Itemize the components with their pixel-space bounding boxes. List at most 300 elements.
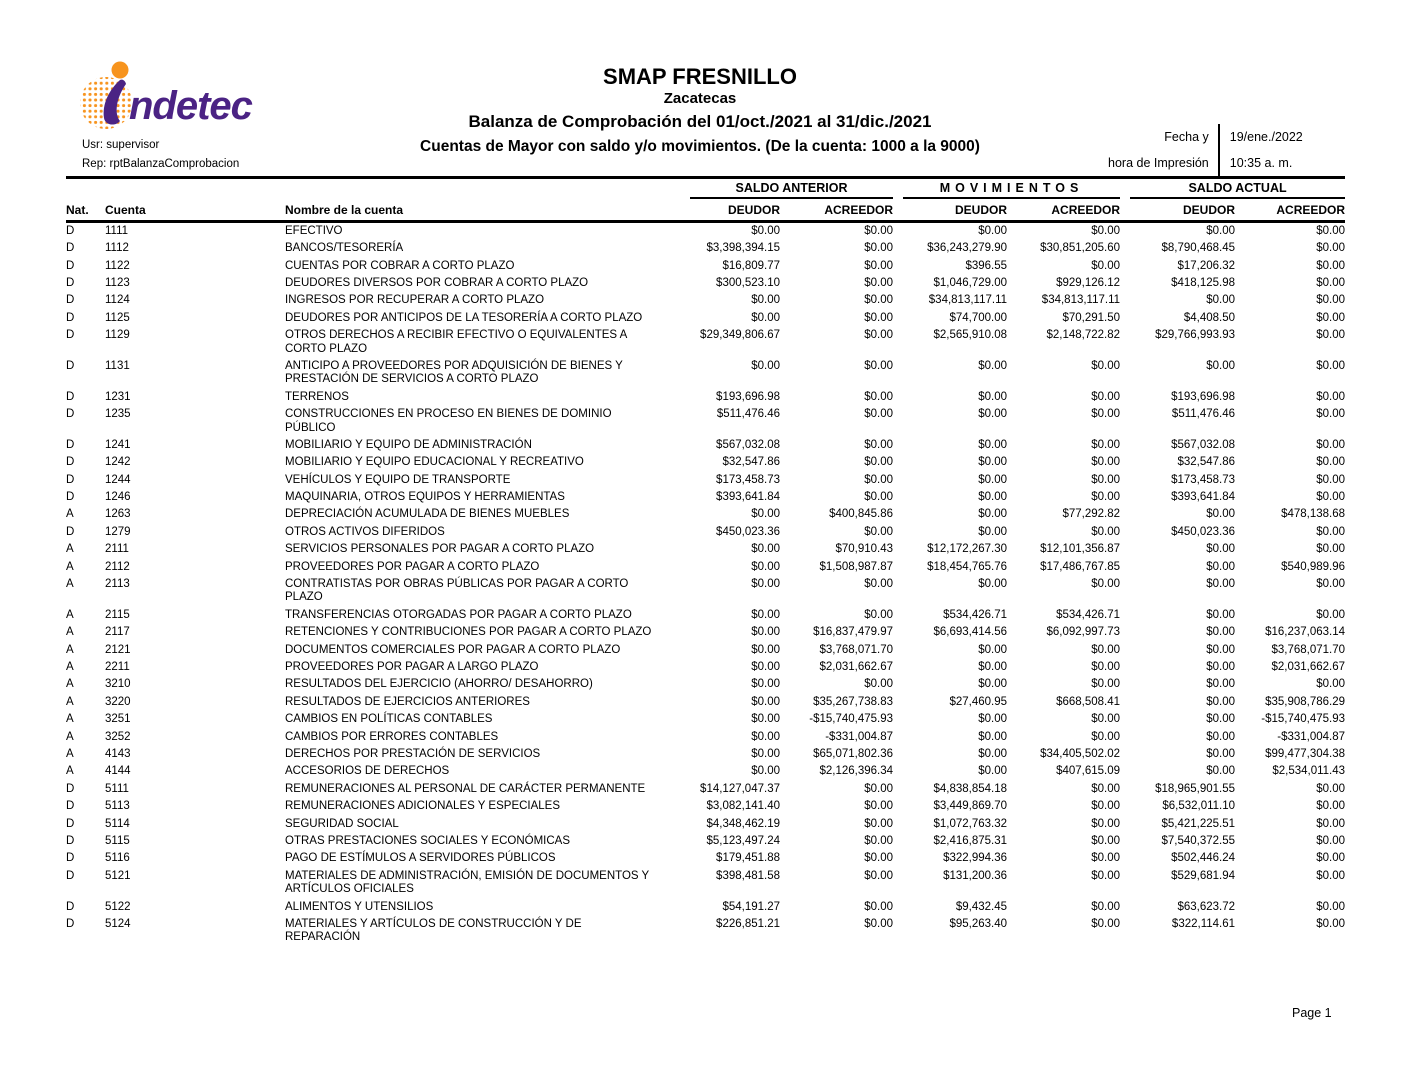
nombre-cell: CONSTRUCCIONES EN PROCESO EN BIENES DE DOMINIO PÚBLICO — [285, 408, 612, 434]
mov-acreedor-cell: $0.00 — [1091, 782, 1121, 795]
mov-deudor-cell: $95,263.40 — [949, 917, 1008, 930]
table-row — [66, 310, 1345, 327]
mov-acreedor-cell: $0.00 — [1091, 224, 1121, 237]
act-deudor-cell: $567,032.08 — [1171, 438, 1236, 451]
mov-acreedor-cell: $0.00 — [1091, 800, 1121, 813]
mov-acreedor-cell: $534,426.71 — [1056, 608, 1121, 621]
sa-deudor-cell: $0.00 — [751, 765, 780, 778]
sa-acreedor-cell: $400,845.86 — [829, 508, 894, 521]
sa-deudor-cell: $14,127,047.37 — [700, 782, 780, 795]
act-acreedor-cell: $35,908,786.29 — [1265, 695, 1346, 708]
act-acreedor-cell: $2,031,662.67 — [1271, 661, 1346, 674]
act-acreedor-cell: $16,237,063.14 — [1265, 626, 1346, 639]
table-row — [66, 729, 1345, 746]
mov-acreedor-cell: $0.00 — [1091, 643, 1121, 656]
act-deudor-cell: $0.00 — [1206, 643, 1236, 656]
page-title: SMAP FRESNILLO — [603, 64, 797, 89]
nat-cell: A — [66, 747, 74, 760]
group-header-movimientos: MOVIMIENTOS — [893, 178, 1120, 200]
mov-acreedor-cell: $0.00 — [1091, 578, 1121, 591]
sa-acreedor-cell: $0.00 — [864, 259, 894, 272]
cuenta-cell: 3251 — [105, 713, 131, 726]
mov-deudor-cell: $0.00 — [978, 713, 1008, 726]
nat-cell: D — [66, 473, 75, 486]
mov-deudor-cell: $4,838,854.18 — [933, 782, 1008, 795]
nat-cell: D — [66, 869, 75, 882]
mov-acreedor-cell: $0.00 — [1091, 259, 1121, 272]
mov-deudor-cell: $0.00 — [978, 473, 1008, 486]
sa-acreedor-cell: $0.00 — [864, 359, 894, 372]
sa-deudor-cell: $0.00 — [751, 747, 780, 760]
nombre-cell: PAGO DE ESTÍMULOS A SERVIDORES PÚBLICOS — [285, 852, 556, 865]
sa-deudor-cell: $0.00 — [751, 543, 780, 556]
nat-cell: D — [66, 525, 75, 538]
nat-cell: D — [66, 311, 75, 324]
indetec-logo-text: ndetec — [129, 84, 252, 128]
act-deudor-cell: $4,408.50 — [1183, 311, 1236, 324]
sa-acreedor-cell: $0.00 — [864, 800, 894, 813]
act-deudor-cell: $0.00 — [1206, 508, 1236, 521]
cuenta-cell: 5122 — [105, 900, 131, 913]
sa-acreedor-cell: $0.00 — [864, 900, 894, 913]
indetec-logo-i-dot — [112, 62, 129, 79]
sa-deudor-cell: $5,123,497.24 — [706, 834, 780, 847]
act-acreedor-cell: $0.00 — [1316, 242, 1346, 255]
act-acreedor-cell: $0.00 — [1316, 408, 1346, 421]
act-acreedor-cell: $0.00 — [1316, 917, 1346, 930]
cuenta-cell: 2113 — [105, 578, 130, 591]
mov-acreedor-cell: $0.00 — [1091, 661, 1121, 674]
nat-cell: D — [66, 852, 75, 865]
nombre-cell: OTROS ACTIVOS DIFERIDOS — [285, 525, 445, 538]
mov-acreedor-cell: $34,813,117.11 — [1041, 294, 1121, 307]
nombre-cell: REMUNERACIONES AL PERSONAL DE CARÁCTER PERMANENTE — [285, 782, 646, 795]
cuenta-cell: 4143 — [105, 747, 131, 760]
nombre-cell: EFECTIVO — [285, 224, 343, 237]
mov-deudor-cell: $34,813,117.11 — [928, 294, 1008, 307]
act-deudor-cell: $0.00 — [1206, 747, 1236, 760]
mov-acreedor-cell: $17,486,767.85 — [1040, 560, 1121, 573]
act-acreedor-cell: $0.00 — [1316, 817, 1346, 830]
sa-acreedor-cell: $0.00 — [864, 456, 894, 469]
sa-acreedor-cell: $70,910.43 — [835, 543, 894, 556]
nat-cell: D — [66, 900, 75, 913]
sa-acreedor-cell: $0.00 — [864, 869, 894, 882]
cuenta-cell: 3220 — [105, 695, 131, 708]
sa-acreedor-cell: $0.00 — [864, 608, 894, 621]
nat-cell: D — [66, 259, 75, 272]
table-row — [66, 711, 1345, 728]
cuenta-cell: 5111 — [105, 782, 129, 795]
table-row — [66, 833, 1345, 850]
print-info-values — [1218, 124, 1325, 176]
cuenta-cell: 1125 — [105, 311, 130, 324]
table-row — [66, 489, 1345, 506]
act-deudor-cell: $0.00 — [1206, 730, 1236, 743]
nat-cell: D — [66, 817, 75, 830]
nat-cell: A — [66, 626, 74, 639]
sa-deudor-cell: $193,696.98 — [716, 390, 780, 403]
print-info-labels — [1108, 124, 1218, 176]
cuenta-cell: 2111 — [105, 543, 129, 556]
indetec-logo — [76, 58, 276, 134]
act-deudor-cell: $173,458.73 — [1171, 473, 1236, 486]
mov-deudor-cell: $0.00 — [978, 747, 1008, 760]
sa-acreedor-cell: $0.00 — [864, 311, 894, 324]
act-acreedor-cell: $0.00 — [1316, 329, 1346, 342]
mov-acreedor-cell: $0.00 — [1091, 834, 1121, 847]
act-acreedor-cell: $0.00 — [1316, 852, 1346, 865]
nat-cell: A — [66, 765, 74, 778]
sa-deudor-cell: $393,641.84 — [716, 491, 780, 504]
cuenta-cell: 1263 — [105, 508, 131, 521]
nat-cell: D — [66, 438, 75, 451]
sa-acreedor-cell: $0.00 — [864, 782, 894, 795]
mov-deudor-cell: $396.55 — [965, 259, 1008, 272]
nombre-cell: PROVEEDORES POR PAGAR A LARGO PLAZO — [285, 661, 539, 674]
sa-acreedor-cell: $0.00 — [864, 473, 894, 486]
nombre-cell: MATERIALES Y ARTÍCULOS DE CONSTRUCCIÓN Y DE REPARACIÓN — [285, 917, 582, 944]
act-deudor-cell: $0.00 — [1206, 578, 1236, 591]
table-row — [66, 607, 1345, 624]
act-deudor-cell: $0.00 — [1206, 626, 1236, 639]
act-deudor-cell: $502,446.24 — [1171, 852, 1236, 865]
act-acreedor-cell: $540,989.96 — [1281, 560, 1346, 573]
mov-deudor-cell: $2,565,910.08 — [933, 329, 1008, 342]
act-deudor-cell: $0.00 — [1206, 713, 1236, 726]
nombre-cell: ACCESORIOS DE DERECHOS — [285, 765, 450, 778]
print-date-label: Fecha y — [1164, 130, 1209, 144]
sa-deudor-cell: $398,481.58 — [716, 869, 780, 882]
mov-deudor-cell: $9,432.45 — [955, 900, 1008, 913]
nat-cell: A — [66, 578, 74, 591]
sa-acreedor-cell: $3,768,071.70 — [819, 643, 894, 656]
mov-acreedor-cell: $0.00 — [1091, 730, 1121, 743]
cuenta-cell: 1231 — [105, 390, 131, 403]
nat-cell: D — [66, 491, 75, 504]
cuenta-cell: 1244 — [105, 473, 131, 486]
sa-acreedor-cell: $65,071,802.36 — [813, 747, 894, 760]
act-acreedor-cell: $0.00 — [1316, 359, 1346, 372]
cuenta-cell: 1235 — [105, 408, 131, 421]
mov-acreedor-cell: $77,292.82 — [1062, 508, 1121, 521]
sa-deudor-cell: $226,851.21 — [716, 917, 780, 930]
cuenta-cell: 5114 — [105, 817, 130, 830]
act-deudor-cell: $393,641.84 — [1171, 491, 1236, 504]
table-row — [66, 541, 1345, 558]
cuenta-cell: 2117 — [105, 626, 130, 639]
act-acreedor-cell: $0.00 — [1316, 608, 1346, 621]
mov-acreedor-cell: $0.00 — [1091, 491, 1121, 504]
sa-deudor-cell: $0.00 — [751, 508, 780, 521]
table-row — [66, 781, 1345, 798]
act-deudor-cell: $7,540,372.55 — [1161, 834, 1236, 847]
print-time-value: 10:35 a. m. — [1229, 156, 1293, 170]
column-header-act-deudor: DEUDOR — [1120, 199, 1235, 222]
act-acreedor-cell: $0.00 — [1316, 311, 1346, 324]
act-acreedor-cell: -$15,740,475.93 — [1261, 713, 1346, 726]
act-acreedor-cell: $0.00 — [1316, 678, 1346, 691]
mov-acreedor-cell: $0.00 — [1091, 390, 1121, 403]
page-subtitle: Zacatecas — [663, 90, 737, 107]
act-acreedor-cell: $0.00 — [1316, 259, 1346, 272]
act-deudor-cell: $450,023.36 — [1171, 525, 1236, 538]
sa-acreedor-cell: $0.00 — [864, 678, 894, 691]
act-acreedor-cell: $478,138.68 — [1281, 508, 1346, 521]
nombre-cell: DEUDORES DIVERSOS POR COBRAR A CORTO PLAZO — [285, 276, 589, 289]
cuenta-cell: 1241 — [105, 438, 131, 451]
nombre-cell: OTROS DERECHOS A RECIBIR EFECTIVO O EQUIVALENTES A CORTO PLAZO — [285, 329, 627, 355]
cuenta-cell: 1246 — [105, 491, 131, 504]
report-header — [300, 64, 1100, 158]
nombre-cell: SERVICIOS PERSONALES POR PAGAR A CORTO PLAZO — [285, 543, 595, 556]
sa-deudor-cell: $3,082,141.40 — [706, 800, 780, 813]
nat-cell: D — [66, 917, 75, 930]
act-deudor-cell: $29,766,993.93 — [1155, 329, 1236, 342]
column-header-nat: Nat. — [66, 199, 105, 222]
mov-acreedor-cell: $0.00 — [1091, 869, 1121, 882]
mov-deudor-cell: $0.00 — [978, 456, 1008, 469]
mov-acreedor-cell: $668,508.41 — [1056, 695, 1121, 708]
cuenta-cell: 1131 — [105, 359, 130, 372]
table-row — [66, 659, 1345, 676]
act-deudor-cell: $511,476.46 — [1171, 408, 1236, 421]
nombre-cell: TERRENOS — [285, 390, 349, 403]
sa-deudor-cell: $567,032.08 — [716, 438, 780, 451]
mov-acreedor-cell: $0.00 — [1091, 917, 1121, 930]
nombre-cell: CAMBIOS EN POLÍTICAS CONTABLES — [285, 713, 493, 726]
sa-deudor-cell: $179,451.88 — [716, 852, 780, 865]
mov-deudor-cell: $1,072,763.32 — [933, 817, 1008, 830]
mov-acreedor-cell: $0.00 — [1091, 438, 1121, 451]
nombre-cell: INGRESOS POR RECUPERAR A CORTO PLAZO — [285, 294, 545, 307]
sa-deudor-cell: $0.00 — [751, 359, 780, 372]
table-row — [66, 899, 1345, 916]
act-acreedor-cell: $0.00 — [1316, 491, 1346, 504]
sa-acreedor-cell: $0.00 — [864, 276, 894, 289]
sa-acreedor-cell: -$331,004.87 — [825, 730, 894, 743]
act-acreedor-cell: $0.00 — [1316, 224, 1346, 237]
nat-cell: A — [66, 643, 74, 656]
act-acreedor-cell: $0.00 — [1316, 800, 1346, 813]
act-deudor-cell: $0.00 — [1206, 560, 1236, 573]
sa-deudor-cell: $300,523.10 — [716, 276, 780, 289]
sa-acreedor-cell: $35,267,738.83 — [813, 695, 894, 708]
mov-deudor-cell: $0.00 — [978, 508, 1008, 521]
sa-acreedor-cell: $0.00 — [864, 329, 894, 342]
cuenta-cell: 3252 — [105, 730, 131, 743]
nombre-cell: REMUNERACIONES ADICIONALES Y ESPECIALES — [285, 800, 561, 813]
nat-cell: A — [66, 560, 74, 573]
mov-deudor-cell: $0.00 — [978, 359, 1008, 372]
sa-acreedor-cell: $0.00 — [864, 242, 894, 255]
mov-deudor-cell: $0.00 — [978, 643, 1008, 656]
nombre-cell: CAMBIOS POR ERRORES CONTABLES — [285, 730, 499, 743]
sa-acreedor-cell: $16,837,479.97 — [813, 626, 894, 639]
act-acreedor-cell: $0.00 — [1316, 438, 1346, 451]
mov-acreedor-cell: $0.00 — [1091, 713, 1121, 726]
sa-acreedor-cell: $0.00 — [864, 834, 894, 847]
nombre-cell: VEHÍCULOS Y EQUIPO DE TRANSPORTE — [285, 473, 511, 486]
table-row — [66, 327, 1345, 358]
act-deudor-cell: $529,681.94 — [1171, 869, 1236, 882]
table-row — [66, 406, 1345, 437]
sa-acreedor-cell: $0.00 — [864, 294, 894, 307]
act-deudor-cell: $418,125.98 — [1171, 276, 1236, 289]
sa-acreedor-cell: $2,126,396.34 — [819, 765, 894, 778]
cuenta-cell: 1111 — [105, 224, 129, 237]
nat-cell: D — [66, 359, 75, 372]
table-row — [66, 524, 1345, 541]
sa-deudor-cell: $0.00 — [751, 661, 780, 674]
act-deudor-cell: $0.00 — [1206, 224, 1236, 237]
table-row — [66, 798, 1345, 815]
nombre-cell: OTRAS PRESTACIONES SOCIALES Y ECONÓMICAS — [285, 834, 571, 847]
cuenta-cell: 4144 — [105, 765, 131, 778]
nat-cell: A — [66, 508, 74, 521]
table-row — [66, 293, 1345, 310]
column-header-sa-acreedor: ACREEDOR — [780, 199, 893, 222]
act-deudor-cell: $0.00 — [1206, 661, 1236, 674]
user-report-block — [82, 136, 239, 174]
report-period: Balanza de Comprobación del 01/oct./2021 al 31/dic./2021 — [468, 112, 932, 131]
sa-deudor-cell: $32,547.86 — [722, 456, 780, 469]
mov-deudor-cell: $0.00 — [978, 730, 1008, 743]
sa-acreedor-cell: $2,031,662.67 — [819, 661, 894, 674]
sa-acreedor-cell: $0.00 — [864, 438, 894, 451]
act-acreedor-cell: $0.00 — [1316, 578, 1346, 591]
nombre-cell: RETENCIONES Y CONTRIBUCIONES POR PAGAR A CORTO PLAZO — [285, 626, 652, 639]
act-deudor-cell: $322,114.61 — [1171, 917, 1236, 930]
sa-deudor-cell: $0.00 — [751, 678, 780, 691]
nat-cell: D — [66, 276, 75, 289]
mov-acreedor-cell: $0.00 — [1091, 852, 1121, 865]
balance-table-wrap — [66, 176, 1345, 947]
sa-deudor-cell: $450,023.36 — [716, 525, 780, 538]
cuenta-cell: 1242 — [105, 456, 131, 469]
nombre-cell: ANTICIPO A PROVEEDORES POR ADQUISICIÓN DE BIENES Y PRESTACIÓN DE SERVICIOS A CORTO PLAZO — [285, 359, 623, 386]
mov-acreedor-cell: $0.00 — [1091, 408, 1121, 421]
balance-table — [66, 176, 1345, 947]
page-number: Page 1 — [1292, 1006, 1332, 1020]
nombre-cell: DEPRECIACIÓN ACUMULADA DE BIENES MUEBLES — [285, 508, 570, 521]
nombre-cell: RESULTADOS DEL EJERCICIO (AHORRO/ DESAHORRO) — [285, 678, 593, 691]
mov-deudor-cell: $534,426.71 — [943, 608, 1008, 621]
mov-deudor-cell: $27,460.95 — [949, 695, 1008, 708]
sa-acreedor-cell: $0.00 — [864, 491, 894, 504]
column-header-sa-deudor: DEUDOR — [680, 199, 780, 222]
sa-deudor-cell: $0.00 — [751, 626, 780, 639]
mov-deudor-cell: $0.00 — [978, 224, 1008, 237]
act-acreedor-cell: $0.00 — [1316, 276, 1346, 289]
cuenta-cell: 1112 — [105, 242, 129, 255]
nat-cell: D — [66, 782, 75, 795]
nombre-cell: MOBILIARIO Y EQUIPO DE ADMINISTRACIÓN — [285, 438, 532, 451]
cuenta-cell: 1123 — [105, 276, 130, 289]
nombre-cell: MATERIALES DE ADMINISTRACIÓN, EMISIÓN DE DOCUMENTOS Y ARTÍCULOS OFICIALES — [285, 869, 650, 896]
act-acreedor-cell: $3,768,071.70 — [1271, 643, 1346, 656]
column-header-mov-acreedor: ACREEDOR — [1007, 199, 1120, 222]
nombre-cell: DOCUMENTOS COMERCIALES POR PAGAR A CORTO PLAZO — [285, 643, 621, 656]
table-row — [66, 916, 1345, 947]
sa-deudor-cell: $0.00 — [751, 608, 780, 621]
act-acreedor-cell: $0.00 — [1316, 525, 1346, 538]
cuenta-cell: 2121 — [105, 643, 131, 656]
report-scope: Cuentas de Mayor con saldo y/o movimientos. (De la cuenta: 1000 a la 9000) — [420, 138, 980, 155]
table-row — [66, 389, 1345, 406]
sa-deudor-cell: $16,809.77 — [722, 259, 780, 272]
sa-deudor-cell: $0.00 — [751, 578, 780, 591]
nombre-cell: CUENTAS POR COBRAR A CORTO PLAZO — [285, 259, 515, 272]
cuenta-cell: 2112 — [105, 560, 130, 573]
mov-acreedor-cell: $0.00 — [1091, 900, 1121, 913]
nat-cell: D — [66, 408, 75, 421]
act-acreedor-cell: -$331,004.87 — [1277, 730, 1346, 743]
act-deudor-cell: $0.00 — [1206, 294, 1236, 307]
act-acreedor-cell: $0.00 — [1316, 294, 1346, 307]
cuenta-cell: 1129 — [105, 329, 130, 342]
mov-deudor-cell: $1,046,729.00 — [933, 276, 1008, 289]
mov-deudor-cell: $0.00 — [978, 408, 1008, 421]
mov-deudor-cell: $322,994.36 — [943, 852, 1008, 865]
column-header-mov-deudor: DEUDOR — [893, 199, 1007, 222]
print-time-label: hora de Impresión — [1108, 156, 1209, 170]
nat-cell: D — [66, 390, 75, 403]
act-acreedor-cell: $0.00 — [1316, 782, 1346, 795]
sa-deudor-cell: $511,476.46 — [716, 408, 780, 421]
sa-acreedor-cell: $0.00 — [864, 917, 894, 930]
table-row — [66, 624, 1345, 641]
act-acreedor-cell: $0.00 — [1316, 456, 1346, 469]
sa-deudor-cell: $0.00 — [751, 560, 780, 573]
mov-acreedor-cell: $0.00 — [1091, 359, 1121, 372]
mov-deudor-cell: $0.00 — [978, 390, 1008, 403]
sa-acreedor-cell: $1,508,987.87 — [819, 560, 894, 573]
nat-cell: D — [66, 224, 75, 237]
mov-deudor-cell: $36,243,279.90 — [927, 242, 1008, 255]
act-deudor-cell: $17,206.32 — [1177, 259, 1236, 272]
user-line: Usr: supervisor — [82, 139, 160, 151]
mov-acreedor-cell: $0.00 — [1091, 473, 1121, 486]
nat-cell: D — [66, 242, 75, 255]
mov-deudor-cell: $3,449,869.70 — [933, 800, 1008, 813]
mov-deudor-cell: $0.00 — [978, 578, 1008, 591]
mov-acreedor-cell: $0.00 — [1091, 678, 1121, 691]
mov-acreedor-cell: $34,405,502.02 — [1040, 747, 1121, 760]
sa-deudor-cell: $173,458.73 — [716, 473, 780, 486]
cuenta-cell: 2211 — [105, 661, 130, 674]
mov-acreedor-cell: $2,148,722.82 — [1046, 329, 1121, 342]
act-acreedor-cell: $0.00 — [1316, 869, 1346, 882]
table-row — [66, 275, 1345, 292]
act-deudor-cell: $63,623.72 — [1177, 900, 1236, 913]
nat-cell: A — [66, 678, 74, 691]
sa-acreedor-cell: $0.00 — [864, 408, 894, 421]
act-acreedor-cell: $99,477,304.38 — [1265, 747, 1346, 760]
group-header-spacer — [66, 178, 680, 200]
act-acreedor-cell: $0.00 — [1316, 543, 1346, 556]
table-row — [66, 746, 1345, 763]
sa-deudor-cell: $0.00 — [751, 311, 780, 324]
column-header-cuenta: Cuenta — [105, 199, 285, 222]
nat-cell: D — [66, 329, 75, 342]
table-row — [66, 677, 1345, 694]
nat-cell: D — [66, 456, 75, 469]
act-deudor-cell: $0.00 — [1206, 765, 1236, 778]
act-deudor-cell: $6,532,011.10 — [1162, 800, 1236, 813]
act-deudor-cell: $0.00 — [1206, 608, 1236, 621]
table-row — [66, 559, 1345, 576]
